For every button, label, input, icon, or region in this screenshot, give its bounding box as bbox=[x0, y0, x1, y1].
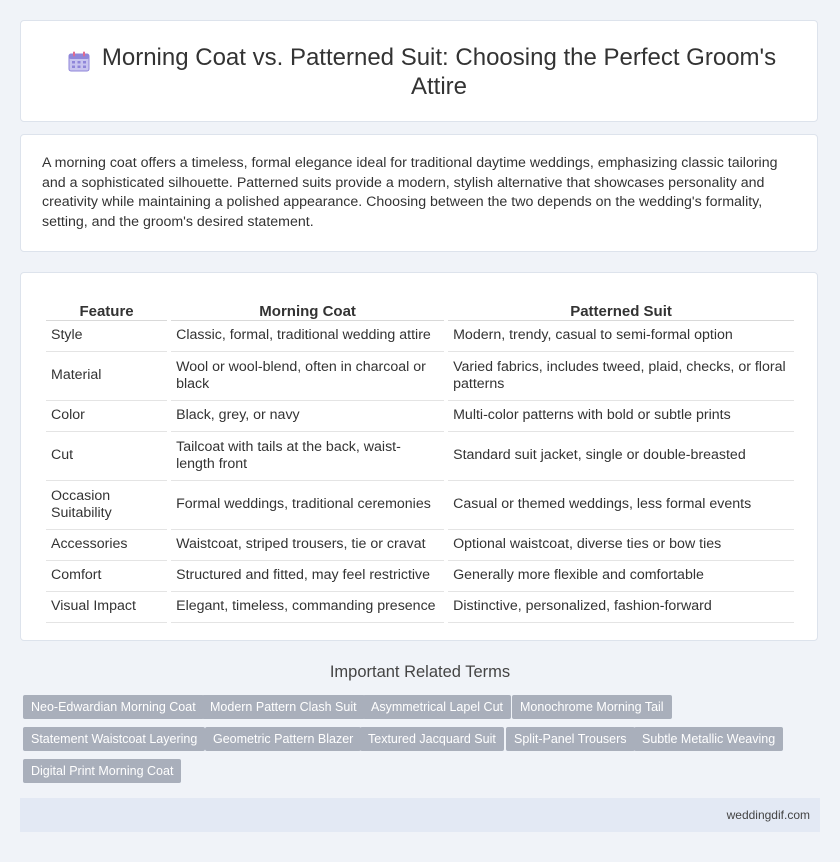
cell-feature: Comfort bbox=[46, 561, 167, 592]
cell-patterned-suit: Casual or themed weddings, less formal events bbox=[448, 481, 794, 530]
cell-morning-coat: Wool or wool-blend, often in charcoal or black bbox=[171, 352, 444, 401]
tag-statement-waistcoat-layering[interactable]: Statement Waistcoat Layering bbox=[23, 727, 205, 751]
cell-feature: Occasion Suitability bbox=[46, 481, 167, 530]
cell-morning-coat: Elegant, timeless, commanding presence bbox=[171, 592, 444, 623]
footer-site-link[interactable]: weddingdif.com bbox=[726, 808, 810, 822]
table-row bbox=[46, 481, 794, 530]
table-row bbox=[46, 321, 794, 352]
cell-feature: Cut bbox=[46, 432, 167, 481]
cell-patterned-suit: Distinctive, personalized, fashion-forward bbox=[448, 592, 794, 623]
table-row bbox=[46, 432, 794, 481]
cell-patterned-suit: Varied fabrics, includes tweed, plaid, checks, or floral patterns bbox=[448, 352, 794, 401]
cell-feature: Visual Impact bbox=[46, 592, 167, 623]
table-row bbox=[46, 592, 794, 623]
tag-textured-jacquard-suit[interactable]: Textured Jacquard Suit bbox=[360, 727, 504, 751]
cell-patterned-suit: Modern, trendy, casual to semi-formal option bbox=[448, 321, 794, 352]
tag-digital-print-morning-coat[interactable]: Digital Print Morning Coat bbox=[23, 759, 181, 783]
tag-asymmetrical-lapel-cut[interactable]: Asymmetrical Lapel Cut bbox=[363, 695, 511, 719]
tag-geometric-pattern-blazer[interactable]: Geometric Pattern Blazer bbox=[205, 727, 361, 751]
table-row bbox=[46, 401, 794, 432]
table-row bbox=[46, 352, 794, 401]
comparison-table bbox=[42, 295, 798, 623]
header-morning-coat: Morning Coat bbox=[171, 295, 444, 321]
header-patterned-suit: Patterned Suit bbox=[448, 295, 794, 321]
page-title: Morning Coat vs. Patterned Suit: Choosing the Perfect Groom's Attire bbox=[101, 44, 777, 100]
cell-feature: Material bbox=[46, 352, 167, 401]
table-row bbox=[46, 561, 794, 592]
header-feature: Feature bbox=[46, 295, 167, 321]
tag-monochrome-morning-tail[interactable]: Monochrome Morning Tail bbox=[512, 695, 672, 719]
cell-feature: Color bbox=[46, 401, 167, 432]
cell-morning-coat: Black, grey, or navy bbox=[171, 401, 444, 432]
cell-patterned-suit: Standard suit jacket, single or double-breasted bbox=[448, 432, 794, 481]
cell-morning-coat: Formal weddings, traditional ceremonies bbox=[171, 481, 444, 530]
intro-paragraph: A morning coat offers a timeless, formal elegance ideal for traditional daytime weddings, emphasizing classic tailoring and a sophisticated silhouette. Patterned suits provide a modern, stylish alternative that showcases personality and creativity while maintaining a polished appearance. Choosing between the two depends on the wedding's formality, setting, and the groom's desired statement. bbox=[42, 155, 778, 230]
cell-morning-coat: Waistcoat, striped trousers, tie or cravat bbox=[171, 530, 444, 561]
tag-neo-edwardian-morning-coat[interactable]: Neo-Edwardian Morning Coat bbox=[23, 695, 204, 719]
cell-patterned-suit: Generally more flexible and comfortable bbox=[448, 561, 794, 592]
footer bbox=[20, 798, 820, 832]
tag-subtle-metallic-weaving[interactable]: Subtle Metallic Weaving bbox=[634, 727, 783, 751]
cell-feature: Style bbox=[46, 321, 167, 352]
comparison-card bbox=[20, 272, 818, 641]
tag-modern-pattern-clash-suit[interactable]: Modern Pattern Clash Suit bbox=[202, 695, 365, 719]
cell-feature: Accessories bbox=[46, 530, 167, 561]
table-header-row bbox=[46, 295, 794, 321]
title-card bbox=[20, 20, 818, 122]
cell-morning-coat: Structured and fitted, may feel restrictive bbox=[171, 561, 444, 592]
cell-patterned-suit: Multi-color patterns with bold or subtle prints bbox=[448, 401, 794, 432]
cell-patterned-suit: Optional waistcoat, diverse ties or bow ties bbox=[448, 530, 794, 561]
tag-split-panel-trousers[interactable]: Split-Panel Trousers bbox=[506, 727, 635, 751]
related-terms-title: Important Related Terms bbox=[329, 663, 511, 681]
intro-card bbox=[20, 134, 818, 252]
cell-morning-coat: Tailcoat with tails at the back, waist-length front bbox=[171, 432, 444, 481]
cell-morning-coat: Classic, formal, traditional wedding attire bbox=[171, 321, 444, 352]
table-row bbox=[46, 530, 794, 561]
